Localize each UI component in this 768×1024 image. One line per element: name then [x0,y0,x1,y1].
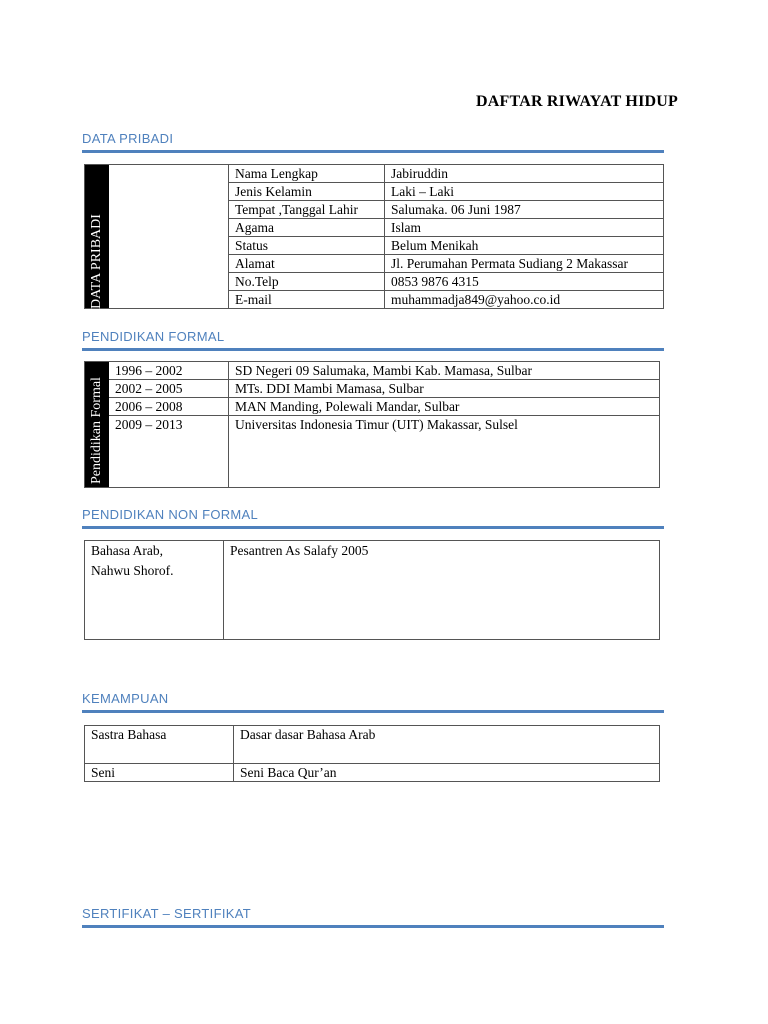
section-heading-text: SERTIFIKAT – SERTIFIKAT [82,906,251,921]
section-divider [82,710,664,713]
section-divider [82,526,664,529]
sidebar-label: Pendidikan Formal [89,377,104,484]
field-value: Islam [385,219,664,237]
section-heading-pendidikan-formal [82,329,664,344]
personal-data-table [84,164,664,309]
formal-education-sidebar [85,362,110,488]
education-years: 2006 – 2008 [109,398,229,416]
field-value: Laki – Laki [385,183,664,201]
section-heading-pendidikan-non-formal [82,507,664,522]
table-row [85,416,660,488]
non-formal-subject [85,541,224,640]
sidebar-label: DATA PRIBADI [89,214,104,309]
table-row [85,380,660,398]
table-row [85,362,660,380]
field-value: 0853 9876 4315 [385,273,664,291]
field-label: Tempat ,Tanggal Lahir [229,201,385,219]
section-heading-sertifikat [82,906,664,921]
field-label: Alamat [229,255,385,273]
personal-data-sidebar [85,165,110,309]
education-school: MAN Manding, Polewali Mandar, Sulbar [229,398,660,416]
education-years: 2009 – 2013 [109,416,229,488]
subject-line: Nahwu Shorof. [91,563,174,578]
table-row [85,165,664,183]
table-row [85,398,660,416]
section-heading-data-pribadi [82,131,664,146]
education-years: 2002 – 2005 [109,380,229,398]
non-formal-place: Pesantren As Salafy 2005 [224,541,660,640]
section-heading-text: KEMAMPUAN [82,691,169,706]
section-divider [82,925,664,928]
formal-education-table [84,361,660,488]
skill-name: Seni [85,764,234,782]
section-divider [82,150,664,153]
field-label: Jenis Kelamin [229,183,385,201]
subject-line: Bahasa Arab, [91,543,163,558]
field-label: No.Telp [229,273,385,291]
field-value: muhammadja849@yahoo.co.id [385,291,664,309]
field-value: Jabiruddin [385,165,664,183]
skill-detail: Dasar dasar Bahasa Arab [234,726,660,764]
section-divider [82,348,664,351]
field-label: Agama [229,219,385,237]
skills-table [84,725,660,782]
section-heading-text: PENDIDIKAN NON FORMAL [82,507,259,522]
education-school: SD Negeri 09 Salumaka, Mambi Kab. Mamasa, Sulbar [229,362,660,380]
non-formal-education-table [84,540,660,640]
field-label: Status [229,237,385,255]
education-school: MTs. DDI Mambi Mamasa, Sulbar [229,380,660,398]
section-heading-text: PENDIDIKAN FORMAL [82,329,225,344]
table-row [85,764,660,782]
document-title: DAFTAR RIWAYAT HIDUP [476,93,678,110]
skill-detail: Seni Baca Qur’an [234,764,660,782]
field-label: Nama Lengkap [229,165,385,183]
field-label: E-mail [229,291,385,309]
table-row [85,541,660,640]
skill-name: Sastra Bahasa [85,726,234,764]
field-value: Jl. Perumahan Permata Sudiang 2 Makassar [385,255,664,273]
section-heading-text: DATA PRIBADI [82,131,174,146]
education-school: Universitas Indonesia Timur (UIT) Makassar, Sulsel [229,416,660,488]
photo-area [109,165,229,309]
table-row [85,726,660,764]
field-value: Salumaka. 06 Juni 1987 [385,201,664,219]
field-value: Belum Menikah [385,237,664,255]
section-heading-kemampuan [82,691,664,706]
education-years: 1996 – 2002 [109,362,229,380]
